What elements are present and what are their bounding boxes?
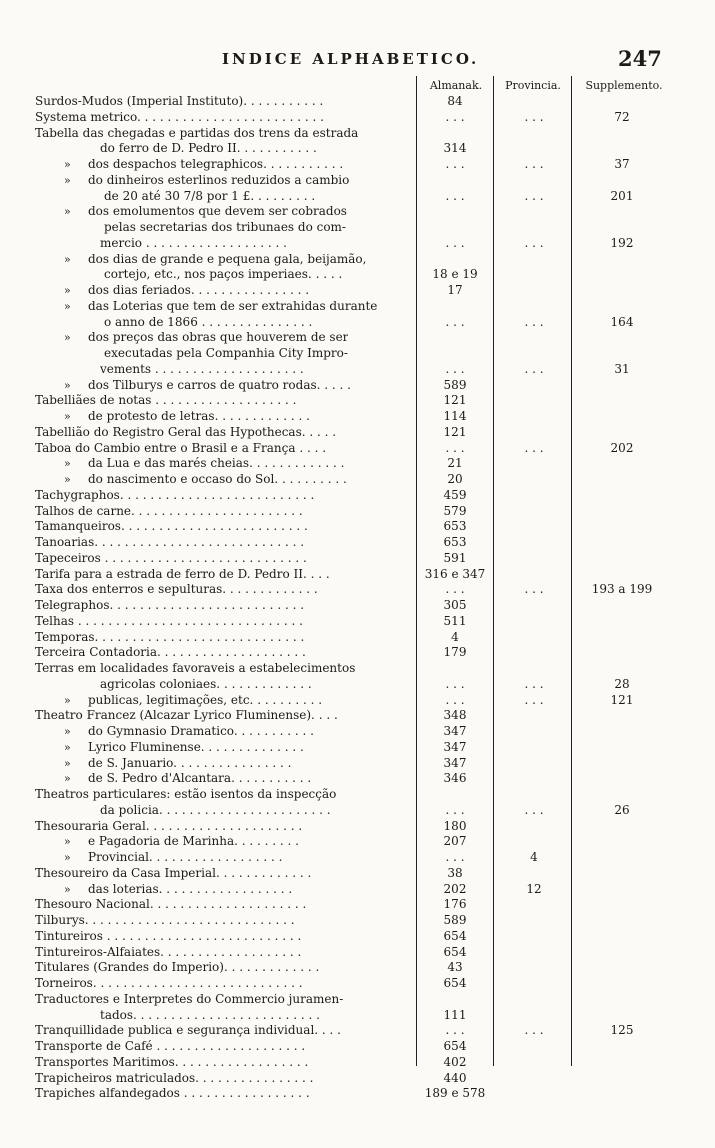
index-row (0, 960, 715, 975)
ditto-mark: » (64, 473, 71, 486)
index-row (0, 645, 715, 660)
index-entry-label: dos preços das obras que houverem de ser (88, 330, 349, 345)
index-row (0, 425, 715, 440)
index-row (0, 488, 715, 503)
index-row (0, 819, 715, 834)
index-entry-label: Surdos-Mudos (Imperial Instituto). . . . . . . . . . . (35, 94, 324, 108)
provincia-ref: . . . (524, 582, 544, 597)
almanak-ref: 18 e 19 (432, 267, 478, 282)
page-number: 247 (618, 46, 662, 71)
index-row (0, 441, 715, 456)
provincia-ref: . . . (524, 235, 544, 250)
almanak-ref: . . . (445, 692, 465, 707)
index-entry-label: Terras em localidades favoraveis a estabelecimentos (35, 661, 356, 675)
almanak-ref: 114 (443, 409, 467, 423)
almanak-ref: 121 (443, 393, 467, 408)
supplemento-ref: 26 (614, 802, 630, 817)
index-entry-label: o anno de 1866 . . . . . . . . . . . . . . . (104, 314, 313, 329)
index-entry-label: Tamanqueiros. . . . . . . . . . . . . . . . . . . . . . . . . (35, 519, 308, 534)
index-row (0, 315, 715, 330)
ditto-mark: » (64, 173, 71, 187)
index-row (0, 567, 715, 582)
index-row (0, 1039, 715, 1054)
index-entry-label: publicas, legitimações, etc. . . . . . . . . . (88, 692, 323, 707)
index-row (0, 393, 715, 408)
index-entry-label: de S. Pedro d'Alcantara. . . . . . . . . . . (88, 771, 312, 786)
index-entry-label: do nascimento e occaso do Sol. . . . . . . . . . (88, 472, 347, 486)
ditto-mark: » (64, 284, 71, 297)
index-entry-label: Tintureiros-Alfaiates. . . . . . . . . . . . . . . . . . . (35, 944, 302, 959)
index-row (0, 173, 715, 188)
almanak-ref: 653 (443, 535, 467, 549)
ditto-mark: » (64, 882, 71, 896)
index-entry-label: da Lua e das marés cheias. . . . . . . . . . . . . (88, 456, 345, 471)
index-entry-label: Trapicheiros matriculados. . . . . . . . . . . . . . . . (35, 1070, 314, 1085)
index-entry-label: dos dias de grande e pequena gala, beijamão, (88, 251, 367, 266)
index-entry-label: Tarifa para a estrada de ferro de D. Pedro II. . . . (35, 566, 330, 581)
index-entry-label: do ferro de D. Pedro II. . . . . . . . . . . (100, 141, 317, 156)
supplemento-ref: 121 (610, 692, 634, 707)
index-row (0, 992, 715, 1007)
provincia-ref: . . . (524, 440, 544, 455)
index-entry-label: Tabella das chegadas e partidas dos trens da estrada (35, 125, 359, 140)
ditto-mark: » (64, 252, 71, 266)
provincia-ref: . . . (524, 314, 544, 329)
index-row (0, 1071, 715, 1086)
index-row (0, 346, 715, 361)
column-header-almanak: Almanak. (429, 79, 483, 92)
index-row (0, 519, 715, 534)
almanak-ref: . . . (445, 802, 465, 817)
almanak-ref: 589 (443, 913, 467, 927)
almanak-ref: 348 (443, 708, 467, 723)
almanak-ref: 511 (443, 613, 467, 628)
almanak-ref: 654 (443, 928, 467, 943)
almanak-ref: 17 (447, 283, 463, 297)
almanak-ref: 347 (443, 755, 467, 770)
almanak-ref: . . . (445, 109, 465, 124)
index-entry-label: vements . . . . . . . . . . . . . . . . . . . . (100, 361, 304, 376)
almanak-ref: . . . (445, 361, 465, 376)
almanak-ref: 189 e 578 (424, 1086, 486, 1101)
index-entry-label: do Gymnasio Dramatico. . . . . . . . . . . (88, 724, 314, 738)
almanak-ref: . . . (445, 157, 465, 171)
index-row (0, 1055, 715, 1070)
index-entry-label: Tanoarias. . . . . . . . . . . . . . . . . . . . . . . . . . . . (35, 535, 305, 549)
index-row (0, 661, 715, 676)
index-row (0, 1023, 715, 1038)
index-entry-label: Tachygraphos. . . . . . . . . . . . . . . . . . . . . . . . . . (35, 487, 315, 502)
index-entry-label: dos emolumentos que devem ser cobrados (88, 204, 347, 219)
ditto-mark: » (64, 851, 71, 864)
ditto-mark: » (64, 756, 71, 770)
almanak-ref: 654 (443, 976, 467, 990)
supplemento-ref: 164 (610, 314, 634, 329)
almanak-ref: . . . (445, 188, 465, 203)
almanak-ref: . . . (445, 235, 465, 250)
index-entry-label: Telhas . . . . . . . . . . . . . . . . . . . . . . . . . . . . . . (35, 613, 303, 628)
index-entry-label: agricolas coloniaes. . . . . . . . . . . . . (100, 676, 312, 691)
index-row (0, 708, 715, 723)
provincia-ref: 12 (526, 881, 542, 896)
almanak-ref: 202 (443, 881, 467, 896)
index-row (0, 756, 715, 771)
provincia-ref: . . . (524, 188, 544, 203)
index-row (0, 929, 715, 944)
index-row (0, 236, 715, 251)
ditto-mark: » (64, 331, 71, 345)
almanak-ref: 4 (451, 629, 459, 644)
provincia-ref: . . . (524, 157, 544, 171)
index-entry-label: dos Tilburys e carros de quatro rodas. . . . . (88, 377, 351, 392)
almanak-ref: . . . (445, 1023, 465, 1038)
index-entry-label: Taboa do Cambio entre o Brasil e a França . . . . (35, 440, 327, 455)
index-entry-label: Talhos de carne. . . . . . . . . . . . . . . . . . . . . . . (35, 503, 303, 518)
index-entry-label: mercio . . . . . . . . . . . . . . . . . . . (100, 235, 287, 250)
index-row (0, 787, 715, 802)
index-entry-label: Trapiches alfandegados . . . . . . . . . . . . . . . . . (35, 1086, 310, 1101)
index-row (0, 157, 715, 172)
supplemento-ref: 201 (610, 188, 634, 203)
index-row (0, 771, 715, 786)
index-row (0, 913, 715, 928)
column-header-supplemento: Supplemento. (585, 79, 663, 92)
index-row (0, 94, 715, 109)
index-entry-label: Provincial. . . . . . . . . . . . . . . . . . (88, 850, 283, 864)
almanak-ref: 347 (443, 739, 467, 754)
index-entry-label: pelas secretarias dos tribunaes do com- (104, 220, 346, 234)
index-row (0, 882, 715, 897)
index-entry-label: de 20 até 30 7/8 por 1 £. . . . . . . . . (104, 188, 316, 203)
supplemento-ref: 28 (614, 676, 630, 691)
index-entry-label: tados. . . . . . . . . . . . . . . . . . . . . . . . . (100, 1007, 320, 1022)
index-row (0, 850, 715, 865)
index-row (0, 897, 715, 912)
index-row (0, 504, 715, 519)
index-row (0, 204, 715, 219)
index-entry-label: Systema metrico. . . . . . . . . . . . . . . . . . . . . . . . . (35, 109, 324, 124)
index-row (0, 866, 715, 881)
page-title: INDICE ALPHABETICO. (222, 50, 480, 68)
index-row (0, 630, 715, 645)
index-entry-label: Tranquillidade publica e segurança individual. . . . (35, 1023, 341, 1038)
index-entry-label: dos dias feriados. . . . . . . . . . . . . . . . (88, 283, 310, 297)
supplemento-ref: 192 (610, 235, 634, 250)
supplemento-ref: 193 a 199 (591, 582, 653, 597)
ditto-mark: » (64, 378, 71, 392)
index-row (0, 472, 715, 487)
almanak-ref: 459 (443, 487, 467, 502)
provincia-ref: . . . (524, 692, 544, 707)
index-row (0, 220, 715, 235)
index-entry-label: Theatros particulares: estão isentos da inspecção (35, 787, 337, 801)
ditto-mark: » (64, 205, 71, 219)
almanak-ref: 440 (443, 1070, 467, 1085)
almanak-ref: 38 (447, 865, 463, 880)
almanak-ref: 179 (443, 645, 467, 660)
index-entry-label: de protesto de letras. . . . . . . . . . . . . (88, 409, 310, 423)
index-row (0, 1086, 715, 1101)
almanak-ref: . . . (445, 314, 465, 329)
supplemento-ref: 37 (614, 157, 630, 171)
index-entry-label: Traductores e Interpretes do Commercio juramen- (35, 991, 344, 1006)
index-row (0, 803, 715, 818)
supplemento-ref: 125 (610, 1023, 634, 1038)
provincia-ref: . . . (524, 361, 544, 376)
index-row (0, 582, 715, 597)
almanak-ref: 314 (443, 141, 467, 156)
provincia-ref: . . . (524, 802, 544, 817)
almanak-ref: 579 (443, 503, 467, 518)
index-entry-label: do dinheiros esterlinos reduzidos a cambio (88, 172, 350, 187)
ditto-mark: » (64, 725, 71, 738)
index-entry-label: Torneiros. . . . . . . . . . . . . . . . . . . . . . . . . . . . (35, 976, 303, 990)
almanak-ref: 21 (447, 456, 463, 471)
index-entry-label: Tintureiros . . . . . . . . . . . . . . . . . . . . . . . . . . (35, 928, 302, 943)
almanak-ref: . . . (445, 850, 465, 864)
provincia-ref: . . . (524, 109, 544, 124)
index-row (0, 693, 715, 708)
almanak-ref: 346 (443, 771, 467, 786)
index-entry-label: e Pagadoria de Marinha. . . . . . . . . (88, 834, 299, 849)
index-row (0, 945, 715, 960)
index-entry-label: cortejo, etc., nos paços imperiaes. . . . . (104, 267, 343, 282)
almanak-ref: 43 (447, 960, 463, 975)
index-entry-label: Thesoureiro da Casa Imperial. . . . . . . . . . . . . (35, 865, 312, 880)
index-entry-label: Terceira Contadoria. . . . . . . . . . . . . . . . . . . . (35, 645, 306, 660)
almanak-ref: 591 (443, 550, 467, 565)
almanak-ref: 121 (443, 424, 467, 439)
index-entry-label: Taxa dos enterros e sepulturas. . . . . . . . . . . . . (35, 582, 318, 597)
index-row (0, 740, 715, 755)
index-entry-label: de S. Januario. . . . . . . . . . . . . . . . (88, 755, 292, 770)
supplemento-ref: 31 (614, 361, 630, 376)
almanak-ref: 180 (443, 818, 467, 833)
ditto-mark: » (64, 772, 71, 786)
index-row (0, 126, 715, 141)
index-entry-label: executadas pela Companhia City Impro- (104, 346, 348, 360)
almanak-ref: 653 (443, 519, 467, 534)
page-header (0, 48, 715, 72)
index-row (0, 252, 715, 267)
almanak-ref: 111 (443, 1007, 467, 1022)
almanak-ref: . . . (445, 676, 465, 691)
provincia-ref: 4 (530, 850, 538, 864)
almanak-ref: 84 (447, 94, 463, 108)
index-row (0, 189, 715, 204)
ditto-mark: » (64, 457, 71, 471)
index-entry-label: Thesouraria Geral. . . . . . . . . . . . . . . . . . . . . (35, 818, 303, 833)
supplemento-ref: 202 (610, 440, 634, 455)
ditto-mark: » (64, 693, 71, 707)
index-row (0, 724, 715, 739)
index-row (0, 362, 715, 377)
index-entry-label: Tabelliães de notas . . . . . . . . . . . . . . . . . . . (35, 393, 297, 408)
almanak-ref: . . . (445, 440, 465, 455)
index-row (0, 598, 715, 613)
index-row (0, 267, 715, 282)
index-entry-label: Tilburys. . . . . . . . . . . . . . . . . . . . . . . . . . . . (35, 913, 295, 927)
index-row (0, 834, 715, 849)
almanak-ref: 207 (443, 834, 467, 849)
index-entry-label: Temporas. . . . . . . . . . . . . . . . . . . . . . . . . . . . (35, 629, 305, 644)
almanak-ref: 347 (443, 724, 467, 738)
ditto-mark: » (64, 835, 71, 849)
index-entry-label: Thesouro Nacional. . . . . . . . . . . . . . . . . . . . . (35, 897, 307, 912)
ditto-mark: » (64, 740, 71, 754)
almanak-ref: 402 (443, 1054, 467, 1069)
provincia-ref: . . . (524, 676, 544, 691)
index-entry-label: Transporte de Café . . . . . . . . . . . . . . . . . . . . (35, 1039, 306, 1053)
index-row (0, 110, 715, 125)
index-entry-label: Transportes Maritimos. . . . . . . . . . . . . . . . . . (35, 1054, 309, 1069)
index-row (0, 1008, 715, 1023)
almanak-ref: 654 (443, 944, 467, 959)
almanak-ref: 589 (443, 377, 467, 392)
index-entry-label: Titulares (Grandes do Imperio). . . . . . . . . . . . . (35, 960, 320, 975)
almanak-ref: 176 (443, 897, 467, 912)
index-row (0, 141, 715, 156)
index-entry-label: Lyrico Fluminense. . . . . . . . . . . . . . (88, 739, 304, 754)
index-entry-label: Theatro Francez (Alcazar Lyrico Fluminense). . . . (35, 708, 338, 723)
index-entry-label: Tapeceiros . . . . . . . . . . . . . . . . . . . . . . . . . . . (35, 550, 307, 565)
index-entry-label: das loterias. . . . . . . . . . . . . . . . . . (88, 881, 293, 896)
index-entry-label: Telegraphos. . . . . . . . . . . . . . . . . . . . . . . . . . (35, 598, 305, 612)
index-row (0, 535, 715, 550)
almanak-ref: 654 (443, 1039, 467, 1053)
index-entry-label: das Loterias que tem de ser extrahidas durante (88, 298, 378, 313)
index-entry-label: da policia. . . . . . . . . . . . . . . . . . . . . . . (100, 802, 331, 817)
almanak-ref: 316 e 347 (424, 566, 486, 581)
ditto-mark: » (64, 158, 71, 171)
index-row (0, 456, 715, 471)
index-row (0, 299, 715, 314)
index-row (0, 283, 715, 298)
index-row (0, 330, 715, 345)
index-row (0, 409, 715, 424)
index-row (0, 677, 715, 692)
index-row (0, 378, 715, 393)
supplemento-ref: 72 (614, 109, 630, 124)
index-row (0, 551, 715, 566)
index-entry-label: dos despachos telegraphicos. . . . . . . . . . . (88, 157, 344, 171)
almanak-ref: 305 (443, 598, 467, 612)
provincia-ref: . . . (524, 1023, 544, 1038)
almanak-ref: . . . (445, 582, 465, 597)
ditto-mark: » (64, 410, 71, 423)
index-row (0, 614, 715, 629)
column-header-provincia: Provincia. (505, 79, 561, 92)
almanak-ref: 20 (447, 472, 463, 486)
ditto-mark: » (64, 299, 71, 313)
index-entry-label: Tabellião do Registro Geral das Hypothecas. . . . . (35, 424, 337, 439)
index-row (0, 976, 715, 991)
